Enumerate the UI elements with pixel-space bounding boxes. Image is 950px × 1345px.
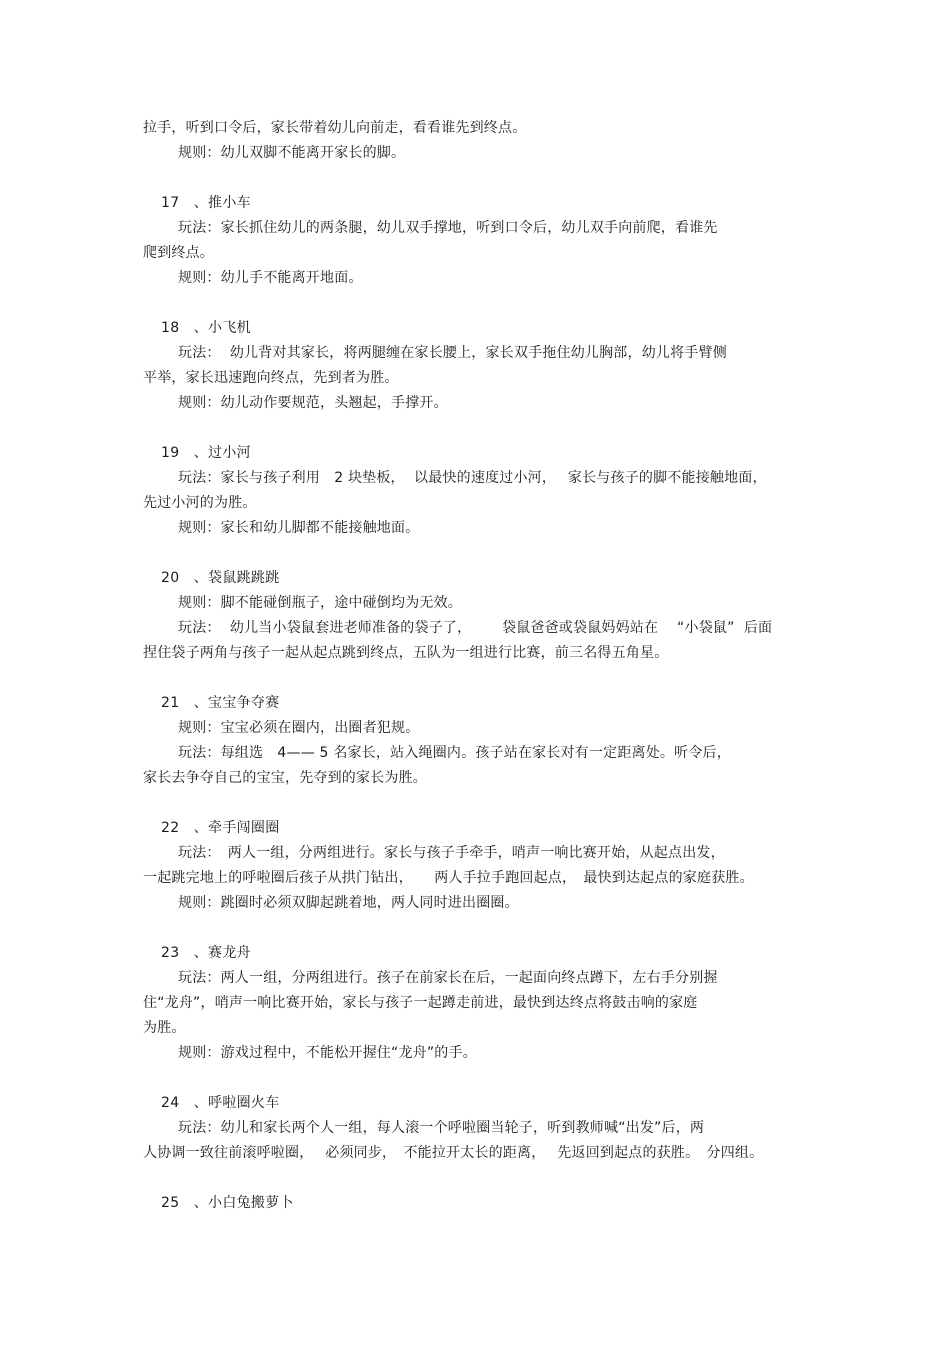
section-heading-17: 17 、推小车 bbox=[161, 195, 251, 211]
text-line: 人协调一致往前滚呼啦圈， 必须同步， 不能拉开太长的距离， 先返回到起点的获胜。 分四组。 bbox=[143, 1145, 764, 1161]
text-line: 玩法： 幼儿背对其家长，将两腿缠在家长腰上，家长双手拖住幼儿胸部，幼儿将手臂侧 bbox=[178, 345, 727, 361]
text-line: 规则：家长和幼儿脚都不能接触地面。 bbox=[178, 520, 420, 536]
text-line: 规则：脚不能碰倒瓶子，途中碰倒均为无效。 bbox=[178, 595, 462, 611]
section-heading-22: 22 、牵手闯圈圈 bbox=[161, 820, 280, 836]
text-line: 玩法： 两人一组，分两组进行。家长与孩子手牵手，哨声一响比赛开始，从起点出发， bbox=[178, 845, 725, 861]
text-line: 规则：幼儿双脚不能离开家长的脚。 bbox=[178, 145, 406, 161]
text-line: 规则：幼儿手不能离开地面。 bbox=[178, 270, 363, 286]
section-heading-21: 21 、宝宝争夺赛 bbox=[161, 695, 280, 711]
section-heading-25: 25 、小白兔搬萝卜 bbox=[161, 1195, 294, 1211]
text-line: 玩法：幼儿和家长两个人一组，每人滚一个呼啦圈当轮子，听到教师喊“出发”后，两 bbox=[178, 1120, 705, 1136]
section-heading-19: 19 、过小河 bbox=[161, 445, 251, 461]
text-line: 爬到终点。 bbox=[143, 245, 214, 261]
text-line: 规则：宝宝必须在圈内，出圈者犯规。 bbox=[178, 720, 420, 736]
text-line: 玩法：每组选 4—— 5 名家长，站入绳圈内。孩子站在家长对有一定距离处。听令后， bbox=[178, 745, 731, 761]
text-line: 为胜。 bbox=[143, 1020, 186, 1036]
section-heading-23: 23 、赛龙舟 bbox=[161, 945, 251, 961]
section-heading-24: 24 、呼啦圈火车 bbox=[161, 1095, 280, 1111]
text-line: 规则：游戏过程中，不能松开握住“龙舟”的手。 bbox=[178, 1045, 477, 1061]
text-line: 家长去争夺自己的宝宝，先夺到的家长为胜。 bbox=[143, 770, 427, 786]
section-heading-18: 18 、小飞机 bbox=[161, 320, 251, 336]
text-line: 平举，家长迅速跑向终点，先到者为胜。 bbox=[143, 370, 399, 386]
text-line: 先过小河的为胜。 bbox=[143, 495, 257, 511]
section-heading-20: 20 、袋鼠跳跳跳 bbox=[161, 570, 280, 586]
text-line: 玩法：家长抓住幼儿的两条腿，幼儿双手撑地，听到口令后，幼儿双手向前爬，看谁先 bbox=[178, 220, 718, 236]
text-line: 规则：跳圈时必须双脚起跳着地，两人同时进出圈圈。 bbox=[178, 895, 519, 911]
text-line: 一起跳完地上的呼啦圈后孩子从拱门钻出， 两人手拉手跑回起点， 最快到达起点的家庭获胜。 bbox=[143, 870, 754, 886]
text-line: 住“龙舟”，哨声一响比赛开始，家长与孩子一起蹲走前进，最快到达终点将鼓击响的家庭 bbox=[143, 995, 698, 1011]
text-line: 玩法：两人一组，分两组进行。孩子在前家长在后，一起面向终点蹲下，左右手分别握 bbox=[178, 970, 718, 986]
text-line: 拉手，听到口令后，家长带着幼儿向前走，看看谁先到终点。 bbox=[143, 120, 527, 136]
text-line: 捏住袋子两角与孩子一起从起点跳到终点，五队为一组进行比赛，前三名得五角星。 bbox=[143, 645, 669, 661]
text-line: 玩法： 幼儿当小袋鼠套进老师准备的袋子了， 袋鼠爸爸或袋鼠妈妈站在 “小袋鼠” 后面 bbox=[178, 620, 773, 636]
text-line: 规则：幼儿动作要规范，头翘起，手撑开。 bbox=[178, 395, 448, 411]
text-line: 玩法：家长与孩子利用 2 块垫板， 以最快的速度过小河， 家长与孩子的脚不能接触地面， bbox=[178, 470, 767, 486]
